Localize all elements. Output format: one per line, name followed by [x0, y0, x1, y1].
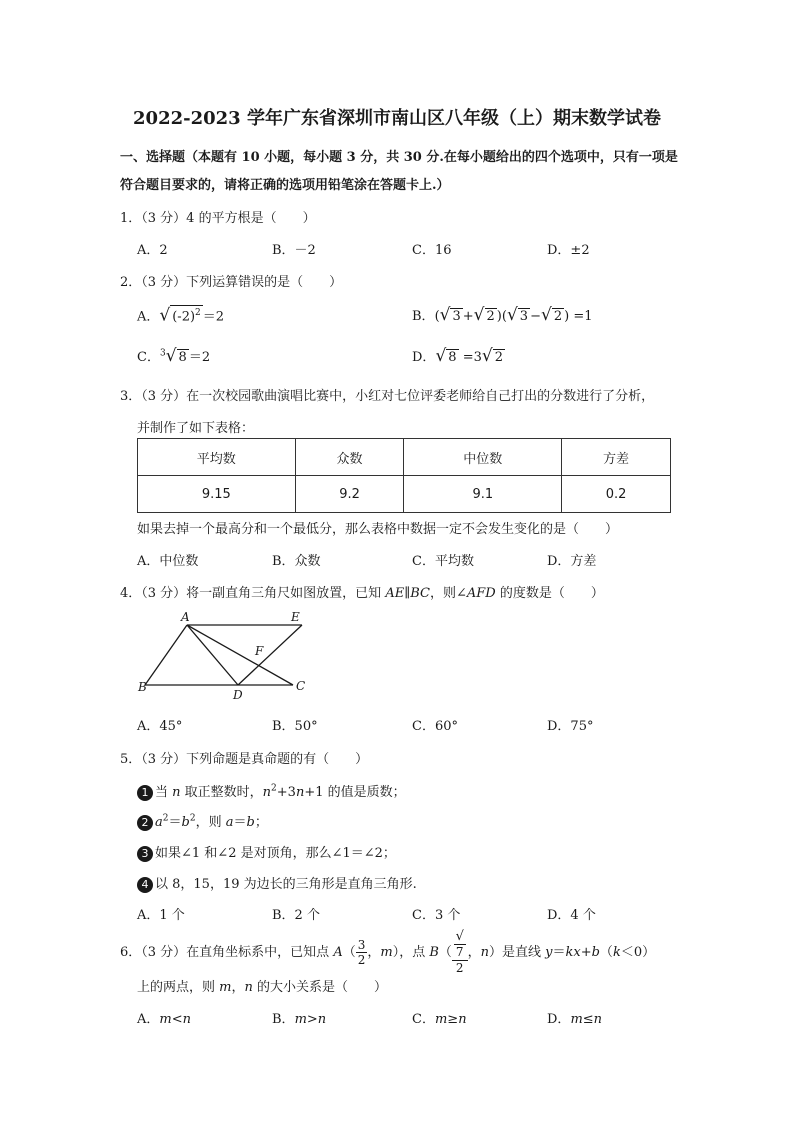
- score-stats-table: [137, 438, 671, 513]
- question-2-option-d: D．√ 8 =3√ 2: [412, 346, 503, 366]
- point-label-e: E: [291, 610, 300, 624]
- question-3-option-d: D．方差: [547, 554, 597, 569]
- point-label-f: F: [255, 644, 264, 658]
- question-2-option-a: A．√ $(-2)^2 =2$: [137, 305, 225, 326]
- table-header-row: [138, 439, 671, 476]
- table-row: [138, 476, 671, 513]
- fraction-three-halves: $\frac{3}{2}$: [357, 938, 366, 967]
- question-6-option-b: B．m>n: [272, 1012, 327, 1027]
- question-6-stem-line2: 上的两点，则 m，n 的大小关系是（ ）: [137, 980, 387, 995]
- point-label-d: D: [233, 688, 243, 702]
- question-2-option-c: C．$^3$√ 8 ＝2: [137, 346, 211, 366]
- question-4-option-a: A．45°: [137, 719, 183, 734]
- question-6-option-a: A．m<n: [137, 1012, 191, 1027]
- question-1-option-c: C．16: [412, 243, 452, 258]
- table-header-cell: 众数: [295, 439, 404, 476]
- table-cell: 0.2: [562, 476, 671, 513]
- question-2-stem: 2．（3 分）下列运算错误的是（ ）: [120, 275, 343, 290]
- fraction-root7-halves: √ 7 2: [452, 930, 468, 975]
- triangle-figure: [130, 605, 320, 705]
- table-cell: 9.15: [138, 476, 296, 513]
- question-3-stem-line1: 3．（3 分）在一次校园歌曲演唱比赛中，小红对七位评委老师给自己打出的分数进行了分析，: [120, 389, 655, 404]
- point-label-b: B: [138, 680, 147, 694]
- question-3-option-b: B．众数: [272, 554, 321, 569]
- question-5-statement-4: 4 以 8，15，19 为边长的三角形是直角三角形.: [137, 873, 417, 893]
- question-3-stem-line3: 如果去掉一个最高分和一个最低分，那么表格中数据一定不会发生变化的是（ ）: [137, 522, 619, 537]
- question-5-option-a: A．1 个: [137, 908, 185, 923]
- question-3-option-c: C．平均数: [412, 554, 474, 569]
- question-5-statement-2: 2 $a^2=b^2$，则 a＝b；: [137, 811, 268, 831]
- question-4-option-d: D．75°: [547, 719, 594, 734]
- section-heading: 一、选择题（本题有 10 小题，每小题 3 分，共 30 分.在每小题给出的四个选项中，只有一项是符合题目要求的，请将正确的选项用铅笔涂在答题卡上.）: [120, 150, 678, 193]
- table-header-cell: 方差: [562, 439, 671, 476]
- page-title: 2022-2023 学年广东省深圳市南山区八年级（上）期末数学试卷: [133, 108, 661, 129]
- question-1-option-d: D．±2: [547, 243, 590, 258]
- question-6-stem-line1: 6．（3 分）在直角坐标系中，已知点 A（ $\frac{3}{2}$ ，m），点 B（ √ 7 2 ，n）是直线 y＝kx+b（k＜0）: [120, 929, 656, 975]
- question-4-option-c: C．60°: [412, 719, 458, 734]
- question-3-stem-line2: 并制作了如下表格：: [137, 421, 255, 436]
- question-1-option-a: A．2: [137, 243, 168, 258]
- table-header-cell: 平均数: [138, 439, 296, 476]
- question-4-stem: 4．（3 分）将一副直角三角尺如图放置，已知 AE∥BC，则∠AFD 的度数是（ ）: [120, 586, 604, 601]
- question-2-option-b: B．(√ 3 +√ 2 )(√ 3 −√ 2 ) =1: [412, 305, 593, 325]
- question-5-statement-1: 1 当 n 取正整数时，$n^2+3n+1$ 的值是质数；: [137, 781, 406, 801]
- question-4-option-b: B．50°: [272, 719, 318, 734]
- question-5-option-b: B．2 个: [272, 908, 320, 923]
- point-label-a: A: [181, 610, 190, 624]
- table-cell: 9.2: [295, 476, 404, 513]
- question-5-option-d: D．4 个: [547, 908, 596, 923]
- question-6-option-d: D．m≤n: [547, 1012, 603, 1027]
- question-5-option-c: C．3 个: [412, 908, 461, 923]
- question-3-option-a: A．中位数: [137, 554, 199, 569]
- table-cell: 9.1: [404, 476, 562, 513]
- question-1-option-b: B．－2: [272, 243, 316, 258]
- point-label-c: C: [296, 679, 306, 693]
- question-1-stem: 1．（3 分）4 的平方根是（ ）: [120, 211, 316, 226]
- table-header-cell: 中位数: [404, 439, 562, 476]
- question-5-statement-3: 3 如果∠1 和∠2 是对顶角，那么∠1＝∠2；: [137, 842, 396, 862]
- question-6-option-c: C．m≥n: [412, 1012, 467, 1027]
- question-5-stem: 5．（3 分）下列命题是真命题的有（ ）: [120, 752, 369, 767]
